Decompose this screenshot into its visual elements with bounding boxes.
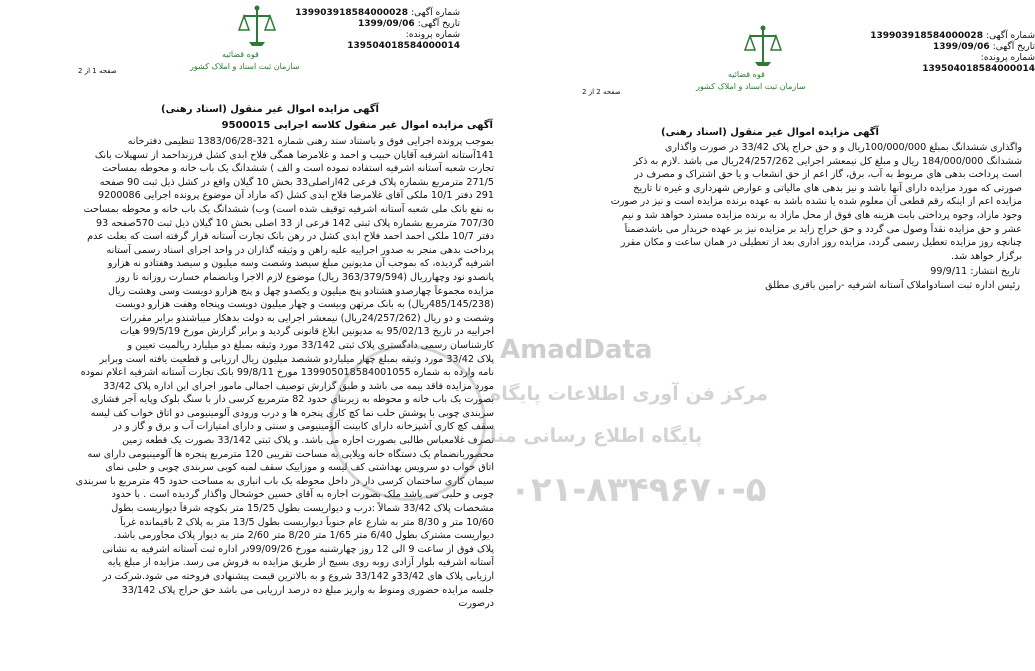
text-line: سربندی چوبی با پوشش حلب نما کچ کاری پنجره ها و درب ورودی آلومینیومی دو اتاق خواب کف لیسه: [90, 407, 494, 419]
ad-date-label: تاریخ آگهی:: [992, 42, 1035, 52]
page-indicator: صفحه 1 از 2: [78, 67, 117, 75]
judiciary-emblem-icon: [738, 22, 788, 72]
ad-number-label: شماره آگهی:: [411, 8, 460, 18]
text-line: عشر و حق مزایده نقداً وصول می گردد و حق حراج زاید بر مزایده نیز بر عهده خریدار می باشدضمناً: [624, 223, 1022, 235]
text-line: 10/60 متر و 8/30 متر به شارع عام جنوباً دیواریست بطول 13/5 متر به پلاک 2 باقیمانده غرباً: [120, 516, 494, 528]
text-line: است پرداخت بدهی های مربوط به آب، برق، گاز اعم از حق انشعاب و یا حق اشتراک و مصرف در: [634, 169, 1022, 181]
page-indicator: صفحه 2 از 2: [582, 88, 621, 96]
text-line: پلاک فوق از ساعت 9 الی 12 روز چهارشنبه مورخ 99/09/26در اداره ثبت آستانه اشرفیه به نشانی: [102, 543, 494, 555]
text-line: دفتر 10/7 ملکی احمد احمد فلاح ابدی کشل در رهن بانک تجارت آستانه قرار گرفته است که بعلت عدم: [87, 231, 494, 243]
text-line: مزایده مجموعاً چهارصدو هشتادو پنج میلیون و یکصدو چهل و پنج هزارو دویست وسی وهشت ریال: [108, 285, 494, 297]
text-line: بصورت یک باب خانه و محوطه به زیربنای حدود 82 مترمربع کرسی دار با سنگ بلوک وپایه آجر فشاری: [91, 394, 494, 406]
text-line: آستانه اشرفیه بلوار آزادی روبه روی بسیج از طریق مزایده به فروش می رسد. مزایده از مبلغ پایه: [107, 557, 494, 569]
text-line: محصوربانضمام یک دستگاه خانه ویلایی به مساحت تقریبی 120 مترمربع پنجره ها آلومینیومی دارای سه: [87, 448, 494, 460]
judiciary-emblem-icon: [232, 2, 282, 52]
file-number: 139504018584000014: [347, 41, 460, 51]
text-line: نامه وارده به شماره 139905018584001055 مورخ 99/8/11 بانک تجارت آستانه اشرفیه اعلام نموده: [80, 367, 494, 379]
document-body: [8, 135, 494, 611]
text-line: ارزیابی پلاک های 33/42و 33/142 شروع و به بالاترین قیمت پیشنهادی فروخته می شود.شرکت در: [102, 571, 494, 582]
document-body: [530, 141, 1022, 263]
watermark-line-2: پایگاه اطلاع رسانی منا: [490, 425, 703, 447]
file-number-label: شماره پرونده:: [405, 30, 460, 40]
document-subheading: آگهی مزایده اموال غیر منقول کلاسه اجرایی 9500015: [221, 120, 493, 131]
watermark-latin: AmadData: [500, 335, 653, 365]
text-line: بموجب پرونده اجرایی فوق و باستناد سند رهنی شماره 321-1383/06/28 تنظیمی دفترخانه: [127, 136, 494, 147]
text-line: 707/30 مترمربع بشماره پلاک ثبتی 142 فرعی از 33 اصلی بخش 10 گیلان ذیل ثبت 570صفحه 93: [96, 217, 494, 229]
text-line: به نفع بانک ملی شعبه آستانه اشرفیه توقیف شده است) وب) ششدانگ یک باب خانه و محوطه بمساحت: [83, 203, 494, 215]
text-line: اتاق خواب دو سرویس بهداشتی کف لیسه و موزاییک سقف لمبه کوبی سربندی چوبی و حلبی نمای: [105, 462, 494, 474]
text-line: (485/145/238ریال) به بانک مرتهن وبیست و چهار میلیون دویست وپنجاه وهفت هزارو دویست: [115, 299, 494, 311]
text-line: 291 دفتر 10/1 ملکی آقای غلامرضا فلاح ابدی کشل (که مازاد آن موضوع پرونده اجرایی 9200086: [98, 190, 494, 202]
ad-date: 1399/09/06: [932, 42, 990, 52]
ad-number-label: شماره آگهی:: [986, 31, 1035, 41]
ad-date-label: تاریخ آگهی:: [417, 19, 460, 29]
file-number: 139504018584000014: [922, 64, 1035, 74]
text-line: کارشناسان رسمی دادگستری پلاک ثبتی 33/142 مورد وثیقه بمبلغ دو میلیارد ریالمیت تعیین و: [127, 339, 494, 351]
publish-date: 99/9/11: [930, 266, 968, 277]
text-line: مزایده اعم از اینکه رقم قطعی آن معلوم شده یا نشده باشد به عهده برنده مزایده است و نیز در صورت: [610, 196, 1022, 208]
text-line: اشرفیه گردیده، که بموجب آن مدیونین مبلغ سیصد وشصت وسه میلیون و سیصد وهفتادو نه هزارو: [107, 258, 494, 270]
publish-date-row: [670, 266, 1020, 277]
document-heading: آگهی مزایده اموال غیر منقول (اسناد رهنی): [161, 104, 379, 115]
text-line: دیواریست مشترک بطول 6/40 متر 1/65 متر 8/20 متر 2/60 متر به دیوار پلاک مجاورمی باشد.: [113, 530, 494, 542]
text-line: پرداخت بدهی منجر به صدور اجراییه علیه راهن و وثیقه گذاران در واحد اجرای اسناد رسمی آستانه: [106, 244, 494, 256]
text-line: مشخصات پلاک 33/42 شمالاً :درب و دیواریست بطول 15/25 متر بکوچه شرقاً دیواریست بطول: [111, 503, 494, 515]
text-line: سیمان کاری ساختمان کرسی دار در داخل محوطه یک باب انباری به مساحت حدود 45 مترمربع با سربندی: [75, 475, 494, 487]
text-line: اجراییه در تاریخ 95/02/13 به مدیونین ابلاغ قانونی گردید و برابر گزارش مورخ 99/5/19 هیات: [120, 326, 494, 338]
text-line: سقف کچ کاری آشپزخانه دارای کابینت آلومینیومی و سنتی و دارای امتیازات آب و برق و گاز و در: [113, 421, 494, 433]
text-line: برگزار خواهد شد.: [951, 250, 1022, 262]
text-line: مورد مزایده فاقد بیمه می باشد و طبق گزارش توصیف اجمالی مامور اجرای این اداره پلاک 33/42: [103, 380, 494, 392]
agency-name: سازمان ثبت اسناد و املاک کشور: [696, 82, 806, 91]
text-line: پلاک 33/42 مورد وثیقه بمبلغ چهار میلیاردو ششصد میلیون ریال ارزیابی و قطعیت یافته است وبرابر: [99, 353, 494, 365]
text-line: چنانچه روز مزایده تعطیل رسمی گردد، مزایده روز اداری بعد از تعطیلی در همان ساعت و مکان مقرر: [620, 237, 1022, 249]
file-number-label: شماره پرونده:: [980, 53, 1035, 63]
watermark-phone: ۰۲۱-۸۳۴۹۶۷۰-۵: [510, 470, 767, 510]
ad-date: 1399/09/06: [357, 19, 415, 29]
text-line: واگذاری ششدانگ بمبلغ 100/000/000ریال و و حق حراج پلاک 33/42 در صورت واگذاری: [664, 142, 1022, 153]
document-page-2: [520, 0, 1035, 671]
ad-number: 139903918584000028: [295, 8, 408, 18]
text-line: وجود مازاد، وجوه پرداختی بابت هزینه های فوق از محل مازاد به برنده مزایده مسترد خواهد شد و نیم: [621, 209, 1022, 221]
agency-name: سازمان ثبت اسناد و املاک کشور: [190, 62, 300, 71]
text-line: تجارت شعبه آستانه اشرفیه استفاده نموده است و الف ) ششدانگ یک باب خانه و محوطه بمساحت: [102, 163, 494, 175]
document-heading: آگهی مزایده اموال غیر منقول (اسناد رهنی): [661, 127, 879, 138]
emblem-caption: قوه قضائیه: [728, 70, 765, 79]
ad-number: 139903918584000028: [870, 31, 983, 41]
watermark-line-1: مرکز فن آوری اطلاعات پایگاه: [490, 383, 768, 405]
signature-line: رئیس اداره ثبت اسنادواملاک آستانه اشرفیه -رامین باقری مطلق: [765, 280, 1020, 291]
text-line: چوبی و حلبی می باشد ملک بصورت اجاره به آقای حسین خوشحال واگذار گردیده است . با حدود: [111, 489, 494, 501]
text-line: تصرف غلامعباس طالبی بصورت اجاره می باشد. و پلاک ثبتی 33/142 بصورت یک قطعه زمین: [122, 435, 494, 447]
publish-date-label: تاریخ انتشار:: [970, 266, 1020, 277]
text-line: ششدانگ 184/000/000 ریال و مبلغ کل نیمعشر اجرایی 24/257/262ریال می باشد .لازم به ذکر: [633, 155, 1022, 167]
emblem-caption: قوه قضائیه: [222, 50, 259, 59]
text-line: درصورت: [458, 598, 494, 610]
text-line: جلسه مزایده حضوری ومنوط به واریز مبلغ ده درصد ارزیابی می باشد حق حراج پلاک 33/142: [121, 584, 494, 596]
text-line: 141آستانه اشرفیه آقایان حبیب و احمد و غلامرضا همگی فلاح ابدی کشل فرزندا‌حمد از تسهیلات بانک: [94, 149, 494, 161]
text-line: پانصدو نود وچهارریال (363/379/594 ریال) موضوع لازم الاجرا وبانضمام خسارت روزانه تا روز: [115, 271, 494, 283]
text-line: صورتی که مورد مزایده دارای آنها باشد و نیز بدهی های مالیاتی و عوارض شهرداری و غیره تا تاریخ: [633, 182, 1022, 194]
text-line: 271/5 مترمربع بشماره پلاک فرعی 42ازاصلی33 بخش 10 گیلان واقع در کشل ذیل ثبت 90 صفحه: [99, 176, 494, 188]
text-line: وشصت و دو ریال (24/257/262ریال) نیمعشر اجرایی به دولت بدهکار میباشندو برابر مقررات: [120, 312, 494, 324]
